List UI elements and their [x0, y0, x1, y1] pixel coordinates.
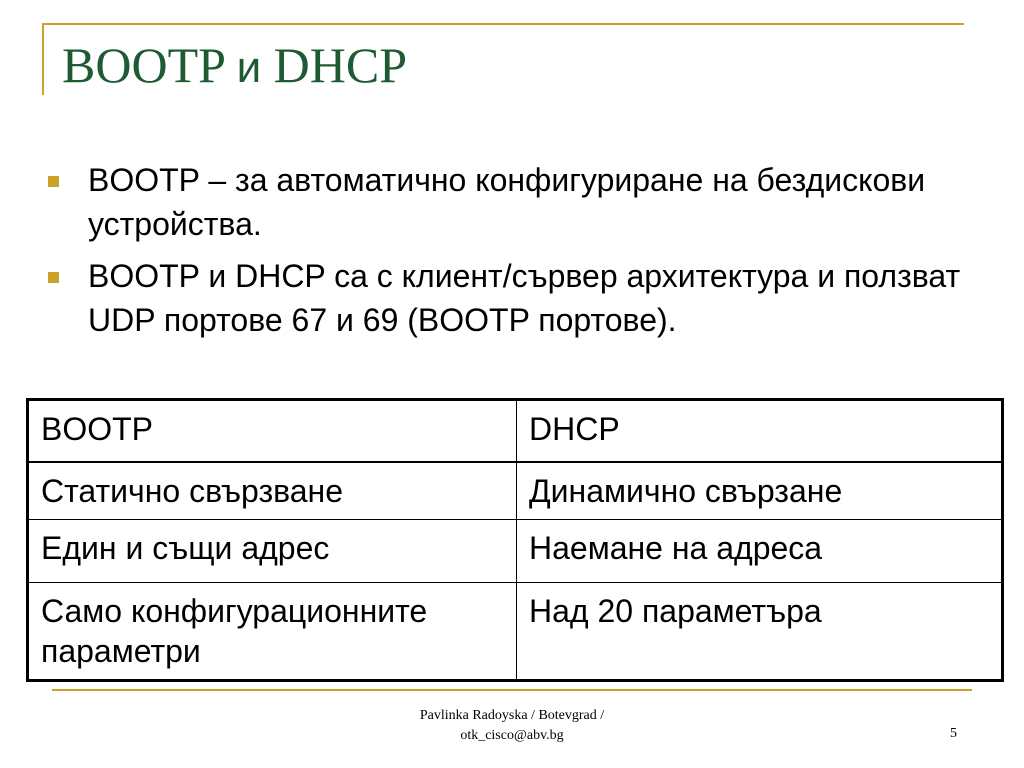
table-header-bootp: BOOTP: [28, 400, 517, 463]
slide-title-and: и: [236, 43, 262, 92]
table-row: [28, 520, 1003, 583]
table-row: [28, 462, 1003, 520]
bullet-item: [48, 254, 978, 342]
table-cell: Статично свързване: [28, 462, 517, 520]
square-bullet-icon: [48, 176, 59, 187]
table-cell: Над 20 параметъра: [517, 583, 1003, 681]
title-frame-left-rule: [42, 23, 44, 95]
page-number: 5: [950, 726, 957, 741]
slide-title-bootp: BOOTP: [62, 37, 237, 93]
square-bullet-icon: [48, 272, 59, 283]
footer-email: otk_cisco@abv.bg: [460, 728, 564, 743]
footer-author-line: Pavlinka Radoyska / Botevgrad /: [419, 708, 605, 723]
comparison-table: [26, 398, 1004, 682]
table-header-dhcp: DHCP: [517, 400, 1003, 463]
title-frame-top-rule: [42, 23, 964, 25]
table-cell: Само конфигурационните параметри: [28, 583, 517, 681]
footer-author: [312, 706, 712, 746]
table-cell: Динамично свързане: [517, 462, 1003, 520]
bullet-text: BOOTP и DHCP са с клиент/сървер архитектура и ползват UDP портове 67 и 69 (BOOTP портове).: [88, 258, 961, 338]
bullet-list: [48, 158, 978, 350]
table-cell: Един и същи адрес: [28, 520, 517, 583]
footer-rule: [52, 689, 972, 691]
table-header-row: [28, 400, 1003, 463]
bullet-text: BOOTP – за автоматично конфигуриране на бездискови устройства.: [88, 162, 926, 242]
table-row: [28, 583, 1003, 681]
table-cell: Наемане на адреса: [517, 520, 1003, 583]
bullet-item: [48, 158, 978, 246]
slide-title-dhcp: DHCP: [261, 37, 408, 93]
slide-title: [62, 38, 407, 93]
